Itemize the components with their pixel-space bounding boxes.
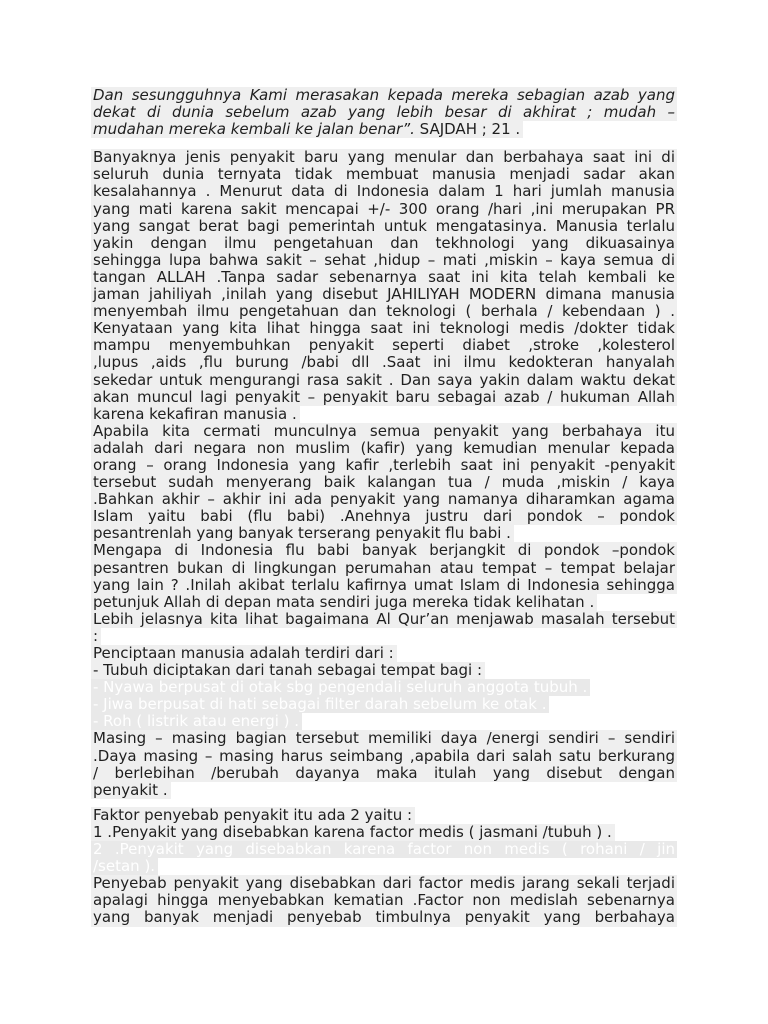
text-line: / berlebihan /berubah dayanya maka itulah yang disebut dengan	[93, 763, 675, 782]
text-line: petunjuk Allah di depan mata sendiri juga mereka tidak kelihatan .	[91, 594, 597, 611]
text-line: apalagi hingga menyebabkan kematian .Factor non medislah sebenarnya	[93, 891, 675, 910]
text-line: yang sangat berat bagi pemerintah untuk mengatasinya. Manusia terlalu	[93, 216, 675, 235]
text-line: pesantrenlah yang banyak terserang penyakit flu babi .	[91, 525, 514, 542]
text-line	[91, 121, 523, 138]
text-line: :	[91, 628, 101, 645]
text-line: Islam yaitu babi (flu babi) .Anehnya justru dari pondok – pondok	[93, 507, 675, 526]
text-line: mampu menyembuhkan penyakit seperti diabet ,stroke ,kolesterol	[93, 336, 675, 355]
hidden-list-item: 2 .Penyakit yang disebabkan karena factor non medis ( rohani / jin	[93, 840, 675, 859]
list-heading: Faktor penyebab penyakit itu ada 2 yaitu :	[91, 807, 415, 824]
origin-paragraph	[91, 423, 677, 543]
text-line: Dan sesungguhnya Kami merasakan kepada mereka sebagian azab yang	[93, 86, 675, 104]
balance-paragraph	[91, 730, 677, 798]
text-line: Masing – masing bagian tersebut memiliki daya /energi sendiri – sendiri	[93, 729, 675, 748]
text-line: Mengapa di Indonesia flu babi banyak berjangkit di pondok –pondok	[93, 541, 675, 560]
text-line: Kenyataan yang kita lihat hingga saat ini teknologi medis /dokter tidak	[93, 319, 675, 338]
text-line: tangan ALLAH .Tanpa sadar sebenarnya saat ini kita telah kembali ke	[93, 267, 675, 286]
text-line: Penyebab penyakit yang disebabkan dari factor medis jarang sekali terjadi	[93, 874, 675, 893]
text-line: tersebut sudah menyerang baik kalangan tua / muda ,miskin / kaya	[93, 473, 675, 492]
intro-paragraph	[91, 149, 677, 423]
text-line: yang lain ? .Inilah akibat terlalu kafirnya umat Islam di Indonesia sehingga	[93, 575, 675, 594]
text-line: Lebih jelasnya kita lihat bagaimana Al Qur’an menjawab masalah tersebut	[93, 609, 675, 628]
text-line: yang mati karena sakit mencapai +/- 300 orang /hari ,ini merupakan PR	[93, 199, 675, 218]
text-line: menyembah ilmu pengetahuan dan teknologi ( berhala / kebendaan ) .	[93, 302, 675, 321]
text-line: jaman jahiliyah ,inilah yang disebut JAHILIYAH MODERN dimana manusia	[93, 285, 675, 304]
text-line: adalah dari negara non muslim (kafir) yang kemudian menular kepada	[93, 438, 675, 457]
causes-paragraph	[91, 875, 677, 926]
hidden-list-item: /setan ).	[91, 858, 158, 875]
text-line: orang – orang Indonesia yang kafir ,terlebih saat ini penyakit -penyakit	[93, 455, 675, 474]
list-heading: Penciptaan manusia adalah terdiri dari :	[91, 645, 397, 662]
text-line: ,lupus ,aids ,flu burung /babi dll .Saat ini ilmu kedokteran hanyalah	[93, 353, 675, 372]
text-line: pesantren bukan di lingkungan perumahan atau tempat – tempat belajar	[93, 558, 675, 577]
quran-lead-paragraph	[91, 611, 677, 645]
factors-list	[91, 807, 677, 875]
text-line: Banyaknya jenis penyakit baru yang menular dan berbahaya saat ini di	[93, 148, 675, 167]
question-paragraph	[91, 542, 677, 610]
list-item: 1 .Penyakit yang disebabkan karena factor medis ( jasmani /tubuh ) .	[91, 824, 615, 841]
verse-text: mudahan mereka kembali ke jalan benar”.	[93, 120, 415, 139]
text-line: Apabila kita cermati munculnya semua penyakit yang berbahaya itu	[93, 421, 675, 440]
verse-citation: SAJDAH ; 21 .	[419, 120, 521, 139]
text-line: seluruh dunia ternyata tidak membuat manusia menjadi sadar akan	[93, 165, 675, 184]
quran-verse-paragraph	[91, 87, 677, 138]
list-item: - Tubuh diciptakan dari tanah sebagai tempat bagi :	[91, 662, 485, 679]
text-line: yakin dengan ilmu pengetahuan dan tekhnologi yang dikuasainya	[93, 233, 675, 252]
text-line: .Daya masing – masing harus seimbang ,apabila dari salah satu berkurang	[93, 746, 675, 765]
text-line: .Bahkan akhir – akhir ini ada penyakit yang namanya diharamkan agama	[93, 490, 675, 509]
text-line: sekedar untuk mengurangi rasa sakit . Dan saya yakin dalam waktu dekat	[93, 370, 675, 389]
hidden-list-item: - Jiwa berpusat di hati sebagai filter darah sebelum ke otak .	[91, 696, 549, 713]
hidden-list-item: - Roh ( listrik atau energi ) .	[91, 713, 302, 730]
text-line: karena kekafiran manusia .	[91, 406, 300, 423]
creation-list	[91, 645, 677, 730]
document-page	[91, 87, 677, 927]
text-line: dekat di dunia sebelum azab yang lebih besar di akhirat ; mudah –	[93, 103, 675, 122]
text-line: sehingga lupa bahwa sakit – sehat ,hidup – mati ,miskin – kaya semua di	[93, 250, 675, 269]
hidden-list-item: - Nyawa berpusat di otak sbg pengendali seluruh anggota tubuh .	[91, 679, 590, 696]
text-line: yang banyak menjadi penyebab timbulnya penyakit yang berbahaya	[93, 908, 675, 927]
text-line: penyakit .	[91, 782, 171, 799]
text-line: kesalahannya . Menurut data di Indonesia dalam 1 hari jumlah manusia	[93, 182, 675, 201]
text-line: akan muncul lagi penyakit – penyakit baru sebagai azab / hukuman Allah	[93, 387, 675, 406]
